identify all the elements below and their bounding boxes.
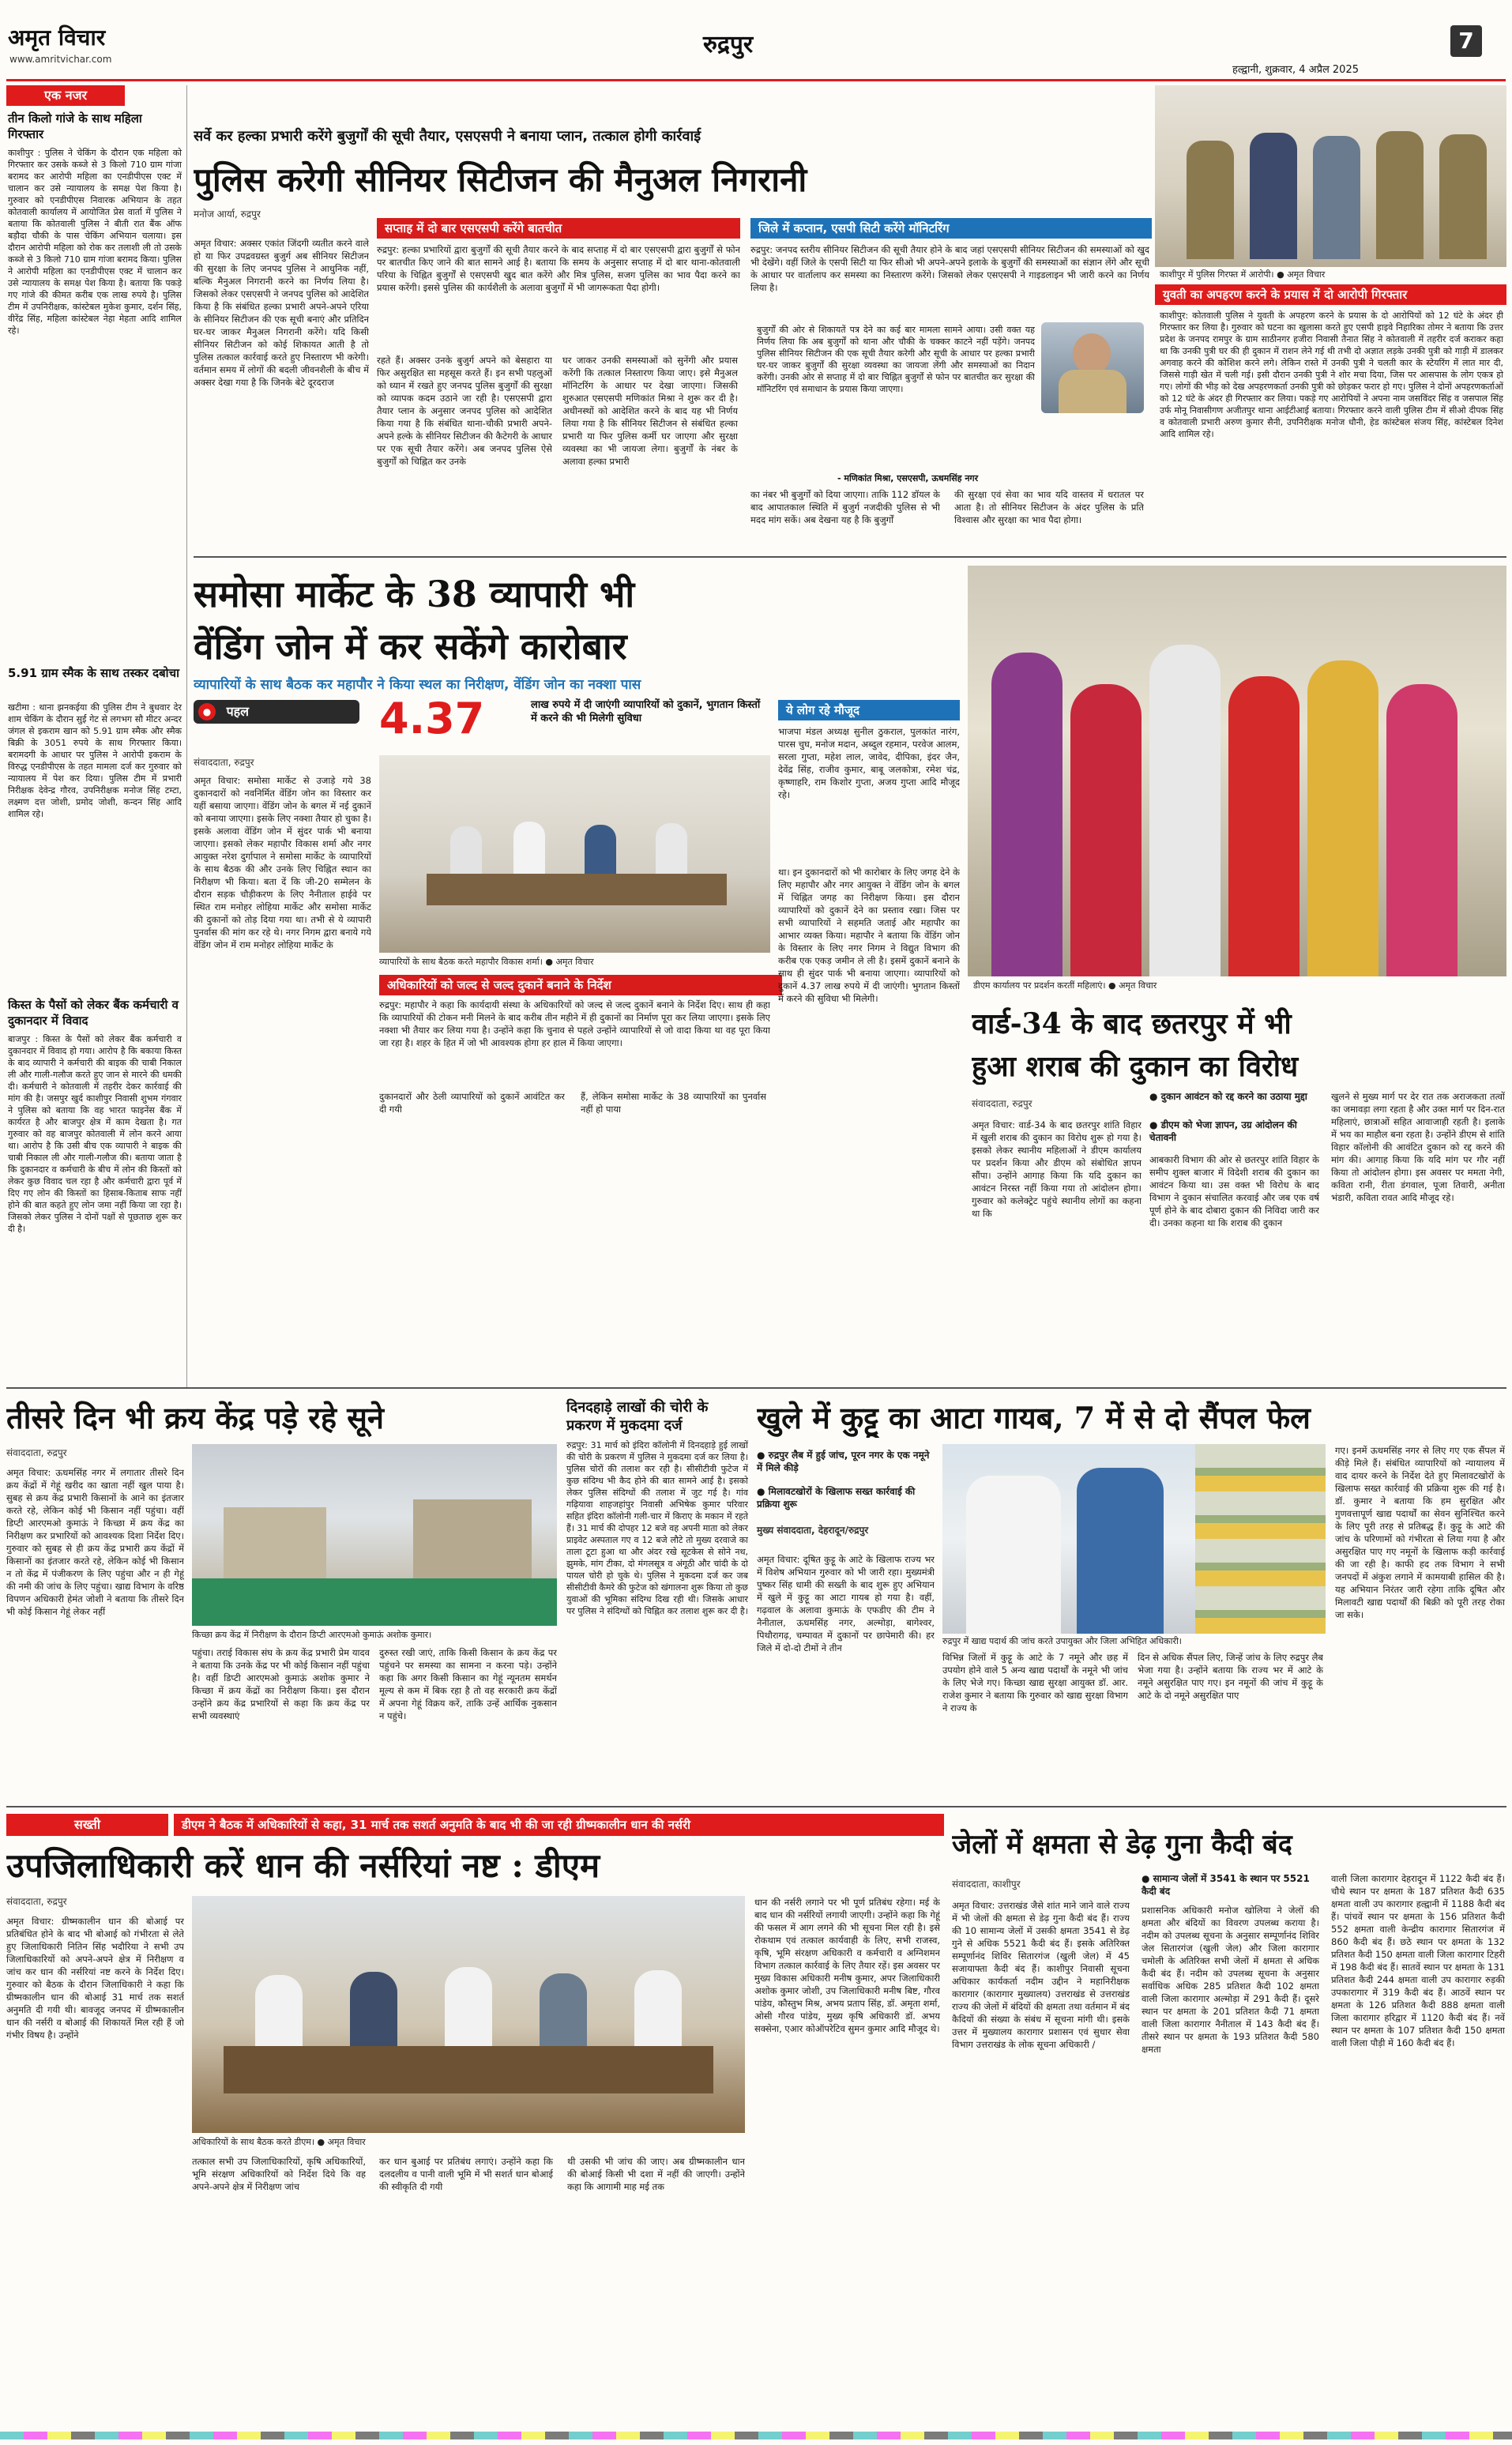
section-rule [6, 1387, 1506, 1389]
ssp-quote-attribution: - मणिकांत मिश्रा, एसएसपी, ऊधमसिंह नगर [837, 473, 979, 483]
kuttu-bullet-2: ● मिलावटखोरों के खिलाफ सख्त कार्रवाई की प्रक्रिया शुरू [757, 1486, 916, 1510]
bullet-text: सामान्य जेलों में 3541 के स्थान पर 5521 कैदी बंद [1142, 1873, 1310, 1897]
nursery-col-2: तत्काल सभी उप जिलाधिकारियों, कृषि अधिकारियों, भूमि संरक्षण अधिकारियों को निर्देश दिये कि वह अपने-अपने क्षेत्र में निरीक्षण जांच [192, 2156, 366, 2192]
kray-byline: संवाददाता, रुद्रपुर [6, 1447, 67, 1458]
kray-col-2: पहुंचा। तराई विकास संघ के क्रय केंद्र प्रभारी प्रेम यादव ने बताया कि उनके केंद्र पर भी कोई किसान नहीं पहुंचा है। वहीं डिप्टी आरएमओ कुमाऊं अशोक कुमार ने किच्छा में क्रय केंद्रों का निरीक्षण किया। इस दौरान उन्होंने क्रय केंद्र प्रभारियों से कहा कि क्रय केंद्र पर सभी व्यवस्थाएं [192, 1647, 370, 1721]
jail-headline: जेलों में क्षमता से डेढ़ गुना कैदी बंद [952, 1829, 1292, 1860]
bullet-text: दुकान आवंटन को रद्द करने का उठाया मुद्दा [1160, 1091, 1307, 1102]
jail-col-3: वाली जिला कारागार देहरादून में 1122 कैदी बंद हैं। चौथे स्थान पर क्षमता के 187 प्रतिशत कैदी 635 क्षमता वाली उप कारागार हल्द्वानी में 1188 कैदी बंद हैं। पांचवें स्थान पर क्षमता के 156 प्रतिशत कैदी 552 क्षमता वाली केन्द्रीय कारागार सितारगंज में 860 कैदी बंद हैं। छठे स्थान पर क्षमता के 132 प्रतिशत कैदी 150 क्षमता वाली जिला कारागार टिहरी में 198 कैदी बंद हैं। सातवें स्थान पर क्षमता के 131 प्रतिशत कैदी 244 क्षमता वाली उप कारागार रुड़की उपकारागार में 319 कैदी बंद हैं। आठवें स्थान पर क्षमता के 126 प्रतिशत कैदी 888 क्षमता वाली जिला कारागार हरिद्वार में 1120 कैदी बंद हैं। नवें स्थान पर क्षमता के 107 प्रतिशत कैदी 150 क्षमता वाली जिला पौड़ी में 160 कैदी बंद हैं। [1331, 1873, 1505, 2048]
bullet-text: मिलावटखोरों के खिलाफ सख्त कार्रवाई की प्रक्रिया शुरू [757, 1486, 916, 1510]
photo-caption: व्यापारियों के साथ बैठक करते महापौर विकास शर्मा। ● अमृत विचार [379, 957, 594, 967]
sidebar-item-body: खटीमा : थाना झनकईया की पुलिस टीम ने बुधवार देर शाम चेकिंग के दौरान सुर्ई गेट से लगभग सौ मीटर अन्दर जंगल से इकराम खान को 5.91 ग्राम स्मैक और स्मैक बिक्री के 3051 रुपये के साथ गिरफ्तार किया। बरामदगी के आधार पर पुलिस ने आरोपी इकराम के विरुद्ध एनडीपीएस के तहत मामला दर्ज कर गुरुवार को न्यायालय में पेश कर दिया। पुलिस टीम में प्रभारी निरीक्षक देवेन्द्र गौरव, उपनिरीक्षक मनोज सिंह टम्टा, लक्ष्मण दत्त जोशी, प्रमोद जोशी, कन्दन सिंह आदि शामिल रहे। [8, 702, 182, 819]
jail-col-1: अमृत विचार: उत्तराखंड जैसे शांत माने जाने वाले राज्य में भी जेलों की क्षमता से डेढ़ गुना कैदी बंद हैं। राज्य की 10 सामान्य जेलों में उसकी क्षमता 3541 से डेढ़ गुने से अधिक 5521 कैदी बंद हैं। इसके अतिरिक्त सम्पूर्णानंद शिविर सितारगंज (खुली जेल) में 45 सजायाफ्ता कैदी बंद हैं। काशीपुर निवासी सूचना अधिकार कार्यकर्ता नदीम उद्दीन ने महानिरीक्षक कारागार (कारागार मुख्यालय) उत्तराखंड से उत्तराखंड राज्य की जेलों में बंदियों की क्षमता तथा वर्तमान में बंद कैदियों की संख्या के संबंध में सूचना मांगी थी। इसके उत्तर में मुख्यालय कारागार प्रशासन एवं सुधार सेवा विभाग उत्तराखंड के लोक सूचना अधिकारी / [952, 1900, 1130, 2050]
nursery-col-3: कर धान बुआई पर प्रतिबंध लगाएं। उन्होंने कहा कि दलदलीय व पानी वाली भूमि में भी सशर्त धान बोआई की स्वीकृति दी गयी [379, 2156, 553, 2192]
present-headline: ये लोग रहे मौजूद [778, 700, 960, 720]
ssp-portrait-photo [1041, 322, 1144, 413]
sidebar-item-title: 5.91 ग्राम स्मैक के साथ तस्कर दबोचा [8, 666, 179, 680]
kidnap-headline: युवती का अपहरण करने के प्रयास में दो आरोपी गिरफ्तार [1155, 284, 1506, 305]
ward34-headline-2: हुआ शराब की दुकान का विरोध [972, 1050, 1299, 1083]
nursery-headline: उपजिलाधिकारी करें धान की नर्सरियां नष्ट : डीएम [6, 1846, 600, 1885]
kray-col-3: दुरुस्त रखी जाएं, ताकि किसी किसान के क्रय केंद्र पर पहुंचने पर समस्या का सामना न करना पड़े। उन्होंने कहा कि अगर किसी किसान का गेहूं न्यूनतम समर्थन मूल्य से कम में बिक रहा है तो वह सरकारी क्रय केंद्रों में अपना गेहूं विक्रय करें, ताकि उन्हें आर्थिक नुकसान न पहुंचे। [379, 1647, 557, 1721]
samosa-subhead: अधिकारियों को जल्द से जल्द दुकानें बनाने के निर्देश [379, 975, 782, 995]
lead-subhead-1: सप्ताह में दो बार एसएसपी करेंगे बातचीत [377, 218, 740, 239]
sidebar-item-body: बाजपुर : किस्त के पैसों को लेकर बैंक कर्मचारी व दुकानदार में विवाद हो गया। आरोप है कि बकाया किस्त के बाद व्यापारी ने कर्मचारी की बाइक की चाबी निकाल ली और गाली-गलौज करते हुए जान से मारने की धमकी दी। कर्मचारी ने कोतवाली में तहरीर देकर कार्रवाई की मांग की है। जसपुर खुर्द काशीपुर निवासी शुभम गंगवार ने पुलिस को बताया कि वह भारत फाइनेंस बैंक में कार्यरत है और बाजपुर क्षेत्र में काम देखता है। गत गुरुवार को वह बाजपुर कोतवाली में लोन करने आया था। आरोप है कि उसी बीच एक व्यापारी ने बाइक की चाबी निकाल ली और गाली-गलौज की। बताया जाता है कि दुकानदार व कर्मचारी के बीच में लोन की किस्तों को लेकर कुछ विवाद चल रहा है और कर्मचारी द्वारा पूर्व में दिए गए लोन की किस्तों का हिसाब-किताब साफ नहीं होने की बात कहते हुए लोन जमा नहीं किया जा रहा है। जिसको लेकर पुलिस ने दोनों पक्षों से पूछताछ शुरू कर दी है। [8, 1034, 182, 1234]
nursery-col-5: धान की नर्सरी लगाने पर भी पूर्ण प्रतिबंध रहेगा। मई के बाद धान की नर्सरियों लगायी जाएगी। उन्होंने कहा कि गेहूं की फसल में आग लगने की भी सूचना मिल रही है। इसे रोकथाम एवं तत्काल कार्यवाही के लिए, सभी राजस्व, कृषि, भूमि संरक्षण अधिकारी व कर्मचारी व अग्निशमन विभाग तत्काल कार्रवाई के लिए तैयार रहें। इस अवसर पर मुख्य विकास अधिकारी मनीष कुमार, अपर जिलाधिकारी अशोक कुमार जोशी, उप जिलाधिकारी मनीष बिष्ट, गौरव पांडेय, कौस्तुभ मिश्र, अभय प्रताप सिंह, डॉ. अमृता शर्मा, ओसी गौरव पांडेय, मुख्य कृषि अधिकारी डॉ. अभय सक्सेना, एआर कोऑपरेटिव सुमन कुमार आदि मौजूद थे। [754, 1897, 940, 2034]
kuttu-col-3: दिन से अधिक सैंपल लिए, जिन्हें जांच के लिए रुद्रपुर लैब भेजा गया है। उन्होंने बताया कि राज्य भर में आटे के नमूने असुरक्षित पाए गए। इन नमूनों की जांच में कुट्टू के आटे के दो नमूने असुरक्षित पाए [1138, 1652, 1323, 1701]
lead-sub2-body: रुद्रपुर: जनपद स्तरीय सीनियर सिटीजन की सूची तैयार होने के बाद जहां एसएसपी सीनियर सिटीजन की समस्याओं को खुद भी देखेंगे। वहीं जिले के एसपी सिटी या फिर सीओ भी अपने-अपने इलाके के बुजुर्गों की समस्याओं का संज्ञान लेंगे और सूची के आधार पर वार्तालाप कर समस्या का निस्तारण करेंगे। जिसको लेकर एसएसपी ने गाइडलाइन भी जारी करने का निर्णय लिया है। [750, 244, 1149, 293]
sidebar-item-title: तीन किलो गांजे के साथ महिला गिरफ्तार [8, 111, 142, 141]
sidebar-item-title: किस्त के पैसों को लेकर बैंक कर्मचारी व दुकानदार में विवाद [8, 998, 179, 1028]
nursery-col-1: अमृत विचार: ग्रीष्मकालीन धान की बोआई पर प्रतिबंधित होने के बाद भी बोआई को गंभीरता से लेते हुए जिलाधिकारी नितिन सिंह भदौरिया ने सभी उप जिलाधिकारियों को अपने-अपने क्षेत्र में निरीक्षण व जांच कर धान की नर्सरियां नष्ट करने के निर्देश दिए। गुरुवार को बैठक के दौरान जिलाधिकारी ने कहा कि ग्रीष्मकालीन धान की बोआई 31 मार्च तक सशर्त अनुमति दी गयी थी। बावजूद जनपद में ग्रीष्मकालीन धान की नर्सरी व बोआई की शिकायतें मिल रही हैं जो गंभीर विषय है। उन्होंने [6, 1916, 184, 2041]
samosa-deck: व्यापारियों के साथ बैठक कर महापौर ने किया स्थल का निरीक्षण, वेंडिंग जोन का नक्शा पास [194, 677, 641, 693]
food-inspection-photo [942, 1444, 1326, 1634]
bullet-text: डीएम को भेजा ज्ञापन, उग्र आंदोलन की चेतावनी [1149, 1119, 1297, 1143]
city-name: रुद्रपुर [703, 31, 754, 58]
lead-col-5: की सुरक्षा एवं सेवा का भाव यदि वास्तव में धरातल पर आता है। तो सीनियर सिटीजन के अंदर पुलिस के प्रति विश्वास और सुरक्षा का भाव पैदा होगा। [954, 489, 1144, 525]
lead-col-2: रहते हैं। अक्सर उनके बुजुर्ग अपने को बेसहारा या फिर असुरक्षित सा महसूस करते हैं। इन सभी पहलुओं को ध्यान में रखते हुए जनपद पुलिस बुजुर्गों की सुरक्षा को व्यापक कदम उठाने जा रही है। एसएसपी द्वारा तैयार प्लान के अनुसार जनपद पुलिस को आदेशित किया गया है कि संबंधित थाना-चौकी प्रभारी अपने-अपने हल्के के सीनियर सिटीजन की कैटेगरी के आधार पर एक सूची तैयार करेंगे। अब जनपद पुलिस ऐसे बुजुर्गों को चिह्नित कर उनके [377, 355, 552, 467]
jail-bullet: ● सामान्य जेलों में 3541 के स्थान पर 5521 कैदी बंद [1142, 1873, 1310, 1897]
bullet-text: रुद्रपुर लैब में हुई जांच, पूरन नगर के एक नमूने में मिले कीड़े [757, 1450, 930, 1473]
ward34-col-3: खुलने से मुख्य मार्ग पर देर रात तक अराजकता तत्वों का जमावड़ा लगा रहता है और उक्त मार्ग पर दिन-रात महिलाएं, छात्राओं सहित आवाजाही रहती है। इलाके में भय का माहौल बना रहता है। उन्होंने डीएम से शांति विहार कॉलोनी की आवंटित दुकान को रद्द करने की मांग की। आगाह किया कि यदि मांग पर गौर नहीं किया तो आंदोलन होगा। इस अवसर पर ममता नेगी, कविता रानी, रीता डंगवाल, पूजा तिवारी, अनीता भंडारी, कविता रावत आदि मौजूद रहे। [1331, 1091, 1505, 1203]
kuttu-col-2: विभिन्न जिलों में कुट्टू के आटे के 7 नमूने और छह में उपयोग होने वाले 5 अन्य खाद्य पदार्थों के नमूने भी जांच के लिए भेजे गए। किच्छा खाद्य सुरक्षा आयुक्त डॉ. आर. राजेश कुमार ने बताया कि गुरुवार को खाद्य सुरक्षा विभाग ने राज्य के [942, 1652, 1128, 1713]
samosa-col-4: था। इन दुकानदारों को भी कारोबार के लिए जगह देने के लिए महापौर और नगर आयुक्त ने वेंडिंग जोन के बगल में चिह्नित जगह का निरीक्षण किया। इस दौरान व्यापारियों को दुकानें देने का प्रस्ताव रखा। जिस पर सभी व्यापारियों ने सहमति जताई और महापौर का आभार व्यक्त किया। महापौर ने बताया कि वेंडिंग जोन के विस्तार के लिए नगर निगम ने विद्युत विभाग की करीब एक एकड़ जमीन ले ली है। इसमें दुकानें बनाने के साथ ही सुंदर पार्क भी बनाया जाएगा। व्यापारियों को दुकानें 4.37 लाख रुपये में दी जाएंगी। भुगतान किस्तों में करने की सुविधा भी मिलेगी। [778, 867, 960, 1004]
samosa-col-2: दुकानदारों और ठेली व्यापारियों को दुकानें आवंटित कर दी गयी [379, 1091, 565, 1115]
site-url[interactable]: www.amritvichar.com [9, 54, 112, 65]
photo-caption: किच्छा क्रय केंद्र में निरीक्षण के दौरान डिप्टी आरएमओ कुमाऊं अशोक कुमार। [192, 1630, 432, 1640]
lead-byline: मनोज आर्या, रुद्रपुर [194, 209, 261, 220]
lead-sub1-body: रुद्रपुर: हल्का प्रभारियों द्वारा बुजुर्गों की सूची तैयार करने के बाद सप्ताह में दो बार एसएसपी द्वारा बुजुर्गों से फोन पर बातचीत किए जाने की बात सामने आई है। बताया कि समय के अनुसार सप्ताह में दो बार थाना-कोतवाली परिया के चिह्नित बुजुर्गों से एसएसपी खुद बात करेंगे और मित्र पुलिस, सजग पुलिस का भाव पैदा करने का प्रयास करेंगी। इससे पुलिस की कार्यशैली के अलावा बुजुर्गों में भी जागरूकता पैदा होगी। [377, 244, 740, 293]
photo-caption: अधिकारियों के साथ बैठक करते डीएम। ● अमृत विचार [192, 2137, 366, 2147]
sidebar-item-body: काशीपुर : पुलिस ने चेकिंग के दौरान एक महिला को गिरफ्तार कर उसके कब्जे से 3 किलो 710 ग्राम गांजा बरामद कर आरोपी महिला का एनडीपीएस एक्ट में चालान कर उसे न्यायालय के समक्ष पेश किया है। गुरुवार को एनडीपीएस निवारक अभियान के तहत कोतवाली कार्यालय में आयोजित प्रेस वार्ता में पुलिस ने बताया कि कोतवाली पुलिस ने बीती रात बैंक ऑफ बड़ौदा चौकी के पास चेकिंग अभियान चलाया। इस दौरान आरोपी महिला को रोक कर तलाशी ली तो उसके कब्जे से 3 किलो 710 ग्राम गांजा बरामद किया। पुलिस ने आरोपी महिला का एनडीपीएस एक्ट में चालान कर उसे न्यायालय के समक्ष पेश किया है। बताया कि पकड़े गए गांजे की कीमत करीब एक लाख रुपये है। पुलिस टीम में उपनिरीक्षक, कांस्टेबल मुकेश कुमार, दर्शन सिंह, वीरेंद्र सिंह, महिला कांस्टेबल नेहा मेहता आदि शामिल रहे। [8, 148, 182, 336]
lead-kicker: सर्वे कर हल्का प्रभारी करेंगे बुजुर्गों की सूची तैयार, एसएसपी ने बनाया प्लान, तत्काल होगी कार्रवाई [194, 128, 701, 145]
sidebar-kicker: एक नजर [6, 85, 125, 106]
kuttu-col-4: गए। इनमें ऊधमसिंह नगर से लिए गए एक सैंपल में कीड़े मिले हैं। संबंधित व्यापारियों को न्यायालय में वाद दायर करने के निर्देश देते हुए मिलावटखोरों के खिलाफ सख्त कार्रवाई की प्रक्रिया शुरू की गई है। डॉ. कुमार ने बताया कि हम सुरक्षित और गुणवत्तापूर्ण खाद्य पदार्थों का सेवन सुनिश्चित करने के लिए पूरी तरह से प्रतिबद्ध हैं। कुट्टू के आटे की जांच के परिणामों को गंभीरता से लिया गया है और असुरक्षित पाए गए नमूनों के खिलाफ कड़ी कार्रवाई की जा रही है। काफी हद तक विभाग ने सभी जनपदों में अंकुश लगाने में कामयाबी हासिल की है। यह अभियान निरंतर जारी रहेगा ताकि दूषित और मिलावटी खाद्य पदार्थों की बिक्री को पूरी तरह रोका जा सके। [1335, 1445, 1505, 1620]
ward34-col-1: अमृत विचार: वार्ड-34 के बाद छतरपुर शांति विहार में खुली शराब की दुकान का विरोध शुरू हो गया है। इसको लेकर स्थानीय महिलाओं ने डीएम कार्यालय पर प्रदर्शन किया और डीएम को संबोधित ज्ञापन सौंपा। उन्होंने आगाह किया कि यदि दुकान का आवंटन निरस्त नहीं किया गया तो आंदोलन होगा। गुरुवार को कलेक्ट्रेट पहुंचे स्थानीय लोगों का कहना था कि [972, 1119, 1142, 1219]
ward34-bullet-1: ● दुकान आवंटन को रद्द करने का उठाया मुद्दा [1149, 1091, 1307, 1102]
lead-col-1: अमृत विचार: अक्सर एकांत जिंदगी व्यतीत करने वाले हो या फिर उपद्रवग्रस्त बुजुर्ग अब सीनियर सिटीजन की सुरक्षा के लिए जनपद पुलिस ने आधुनिक नहीं, बल्कि मैनुअल निगरानी करने का निर्णय लिया है। जिसको लेकर एसएसपी ने जनपद पुलिस को आदेशित किया है कि संबंधित हल्का प्रभारी अपने-अपने एरिया के सीनियर सिटीजन की एक सूची बनाएं और प्रतिदिन घर-घर जाकर मैनुअल निगरानी करेंगे। यदि किसी सीनियर सिटीजन को कोई शिकायत आती है तो पुलिस तत्काल कार्रवाई करते हुए निस्तारण भी करेगी। वर्तमान समय में लोगों की बदली जीवनशैली के बीच में अक्सर देखा गया है कि जिनके बेटे दूरदराज [194, 238, 369, 388]
jail-byline: संवाददाता, काशीपुर [952, 1879, 1021, 1890]
kuttu-col-1: अमृत विचार: दूषित कुट्टू के आटे के खिलाफ राज्य भर में विशेष अभियान गुरुवार को भी जारी रहा। मुख्यमंत्री पुष्कर सिंह धामी की सख्ती के बाद शुरू हुए अभियान में खुले में कुट्टू का आटा गायब हो गया है। वहीं, गढ़वाल के अलावा कुमाऊं के एफडीए की टीम ने नैनीताल, ऊधमसिंह नगर, अल्मोड़ा, बागेश्वर, पिथौरागढ़, चम्पावत में दुकानों पर छापेमारी की। हर जिले में दो-दो टीमों ने तीन [757, 1554, 935, 1653]
pahal-label: पहल [226, 704, 250, 719]
dateline: हल्द्वानी, शुक्रवार, 4 अप्रैल 2025 [1232, 64, 1359, 76]
nursery-byline: संवाददाता, रुद्रपुर [6, 1896, 67, 1907]
protest-photo [968, 566, 1506, 976]
police-arrest-photo [1155, 85, 1506, 267]
masthead-rule [6, 79, 1506, 81]
kuttu-bullet-1: ● रुद्रपुर लैब में हुई जांच, पूरन नगर के एक नमूने में मिले कीड़े [757, 1450, 930, 1473]
photo-caption: डीएम कार्यालय पर प्रदर्शन करतीं महिलाएं। ● अमृत विचार [973, 980, 1157, 991]
samosa-byline: संवाददाता, रुद्रपुर [194, 757, 254, 768]
chori-headline: दिनदहाड़े लाखों की चोरी के प्रकरण में मुकदमा दर्ज [566, 1399, 709, 1434]
section-rule [194, 556, 1506, 558]
photo-caption: काशीपुर में पुलिस गिरफ्त में आरोपी। ● अमृत विचार [1160, 269, 1326, 280]
samosa-headline-2: वेंडिंग जोन में कर सकेंगे कारोबार [194, 625, 627, 668]
kray-col-1: अमृत विचार: ऊधमसिंह नगर में लगातार तीसरे दिन क्रय केंद्रों में गेहूं खरीद का खाता नहीं खुल पाया है। सुबह से क्रय केंद्र प्रभारी किसानों के आने का इंतजार करते रहे, लेकिन कोई भी किसान नहीं पहुंचा। वहीं डिप्टी आरएमओ कुमाऊं ने किच्छा में क्रय केंद्र का निरीक्षण कर प्रभारियों को आवश्यक दिशा निर्देश दिए। गुरुवार को सुबह से ही क्रय केंद्र प्रभारी क्रय केंद्रों में किसानों का इंतजार करते रहे, लेकिन कोई भी किसान न तो केंद्र में पंजीकरण के लिए पहुंचा और न ही गेहूं की नमी की जांच के लिए पहुंचा। खाद्य विभाग के वरिष्ठ विपणन अधिकारी हेमंत जोशी ने बताया कि तीसरे दिन भी कोई किसान गेहूं लेकर नहीं [6, 1467, 184, 1617]
kuttu-headline: खुले में कुट्टू का आटा गायब, 7 में से दो सैंपल फेल [757, 1400, 1311, 1435]
sakhti-kicker-text: डीएम ने बैठक में अधिकारियों से कहा, 31 मार्च तक सशर्त अनुमति के बाद भी की जा रही ग्रीष्मकालीन धान की नर्सरी [174, 1814, 944, 1836]
present-list: भाजपा मंडल अध्यक्ष सुनील ठुकराल, पुलकांत नारंग, पारस चुघ, मनोज मदान, अब्दुल रहमान, परवेज आलम, सरला गुप्ता, महेश लाल, जावेद, दीपिका, इंदर जैन, देवेंद्र सिंह, राजीव कुमार, बाबू जलकोत्रा, रमेश चंद्र, कृष्णाहरि, राम किशोर गुप्ता, अजय गुप्ता आदि मौजूद रहे। [778, 726, 960, 800]
samosa-col-3: हैं, लेकिन समोसा मार्केट के 38 व्यापारियों का पुनर्वास नहीं हो पाया [581, 1091, 766, 1115]
photo-caption: रुद्रपुर में खाद्य पदार्थ की जांच करते उपायुक्त और जिला अभिहित अधिकारी। [942, 1636, 1182, 1646]
kuttu-byline: मुख्य संवाददाता, देहरादून/रुद्रपुर [757, 1525, 869, 1536]
samosa-sub-body: रुद्रपुर: महापौर ने कहा कि कार्यदायी संस्था के अधिकारियों को जल्द से जल्द दुकानें बनाने के निर्देश दिए। साथ ही कहा कि व्यापारियों की टोकन मनी मिलने के बाद करीब तीन महीने में ही दुकानों का निर्माण पूरा कर लिया जाएगा। इसके लिए नक्शा भी तैयार कर लिया गया है। उन्होंने कहा कि चुनाव से पहले उन्होंने व्यापारियों से जो वादा किया था वह पूरा किया जा रहा है। शहर के हित में जो भी आवश्यक होगा हर हाल में किया जाएगा। [379, 999, 770, 1048]
dm-meeting-photo [192, 1896, 745, 2133]
pahal-tag [194, 700, 359, 724]
lead-headline: पुलिस करेगी सीनियर सिटीजन की मैनुअल निगरानी [194, 160, 807, 199]
lead-subhead-2: जिले में कप्तान, एसपी सिटी करेंगे मॉनिटरिंग [750, 218, 1152, 239]
big-number-text: लाख रुपये में दी जाएंगी व्यापारियों को दुकानें, भुगतान किस्तों में करने की भी मिलेगी सुविधा [531, 699, 761, 724]
lead-col-4: का नंबर भी बुजुर्गों को दिया जाएगा। ताकि 112 डॉयल के बाद आपातकाल स्थिति में बुजुर्ग नजदीकी पुलिस से भी मदद मांग सकें। अब देखना यह है कि बुजुर्गों [750, 489, 940, 525]
ward34-col-2: आबकारी विभाग की ओर से छतरपुर शांति विहार के समीप शुक्ल बाजार में विदेशी शराब की दुकान का आवंटन किया था। उस वक्त भी विरोध के बाद विभाग ने दुकान संचालित करवाई और जब एक वर्ष पूर्ण होने के बाद दोबारा दुकान की निविदा जारी कर दी। उनका कहना था कि शराब की दुकान [1149, 1154, 1319, 1228]
kidnap-body: काशीपुर: कोतवाली पुलिस ने युवती के अपहरण करने के प्रयास के दो आरोपियों को 12 घंटे के अंदर ही गिरफ्तार कर लिया है। गुरुवार को घटना का खुलासा करते हुए एसपी हाइवे निहारिका तोमर ने बताया कि उत्तर प्रदेश के जनपद रामपुर के ग्राम साठीनगर हजीरा निवासी तैनात सिंह ने कोतवाली में तहरीर दर्ज कराकर कहा था कि उनकी पुत्री घर की ही दुकान में राशन लेने गई थी तभी दो अज्ञात लड़के उनकी पुत्री को गाड़ी में डालकर अगवाह करने की कोशिश करने लगे। लेकिन रास्ते में उनकी पुत्री ने चलती कार के स्टेयरिंग में लात मार दी, जिससे गाड़ी खेत में चली गई। इसी दौरान उनकी पुत्री ने शोर मचा दिया, जिस पर आसपास के लोग एकत्र हो गए। लोगों की भीड़ को देख अपहरणकर्ता उनकी पुत्री को छोड़कर फरार हो गए। पुलिस ने दोनों अपहरणकर्ताओं को 12 घंटे के अंदर ही गिरफ्तार कर लिया। पकड़े गए आरोपियों ने अपना नाम जसविंदर सिंह व जसपाल सिंह उर्फ मोनू निवासीगण अजीतपुर थाना आईटीआई बताया। गिरफ्तार करने वाली पुलिस टीम में सीओ दीपक सिंह व कोतवाली प्रभारी अरुण कुमार सैनी, उपनिरीक्षक मनोज धौनी, हेड कांस्टेबल संजय सिंह, कांस्टेबल दिनेश आदि शामिल रहे। [1160, 310, 1503, 439]
ward34-bullet-2: ● डीएम को भेजा ज्ञापन, उग्र आंदोलन की चेतावनी [1149, 1119, 1297, 1143]
samosa-col-1: अमृत विचार: समोसा मार्केट से उजाड़े गये 38 दुकानदारों को नवनिर्मित वेंडिंग जोन का विस्तार कर यहीं बसाया जाएगा। वेंडिंग जोन के बगल में नई दुकानें को बनाया जाएगा। इसके लिए नक्शा तैयार हो चुका है। इसके अलावा वेंडिंग जोन में सुंदर पार्क भी बनाया जाएगा। इसको लेकर महापौर विकास शर्मा और नगर आयुक्त नरेश दुर्गापाल ने समोसा मार्केट के व्यापारियों के साथ बैठक की और उनके लिए चिह्नित स्थान का निरीक्षण भी किया। बता दें कि जी-20 सम्मेलन के दौरान सड़क चौड़ीकरण के लिए नैनीताल हाईवे पर स्थित राम मनोहर लोहिया मार्केट और समोसा मार्केट की दुकानों को तोड़ दिया गया था। तभी से ये व्यापारी पुनर्वास की मांग कर रहे थे। नगर निगम द्वारा बनाये गये वेंडिंग जोन में राम मनोहर लोहिया मार्केट के [194, 775, 371, 950]
megaphone-icon: ● [198, 703, 216, 720]
samosa-headline-1: समोसा मार्केट के 38 व्यापारी भी [194, 573, 635, 615]
brand-logo: अमृत विचार [8, 24, 106, 51]
ssp-quote: बुजुर्गों की ओर से शिकायतें पत्र देने का कई बार मामला सामने आया। उसी वक्त यह निर्णय लिया कि अब बुजुर्गों को थाना और चौकी के चक्कर काटने नहीं पड़ेंगे। जनपद पुलिस सीनियर सिटीजन की एक सूची तैयार करेगी और सूची के आधार पर हल्का प्रभारी घर-घर जाकर बुजुर्गों की सुरक्षा व्यवस्था का जायजा लेंगी और समस्याओं का निदान करेंगी। उनकी ओर से सप्ताह में दो बार चिह्नित बुजुर्गों से फोन पर बातचीत कर सुरक्षा की मॉनिटरिंग एवं समाधान के प्रयास किया जाएगा। [757, 325, 1035, 394]
chori-body: रुद्रपुर: 31 मार्च को इंदिरा कॉलोनी में दिनदहाड़े हुई लाखों की चोरी के प्रकरण में पुलिस ने मुकदमा दर्ज कर लिया है। पुलिस चोरों की तलाश कर रही है। सीसीटीवी फुटेज में कुछ संदिग्ध भी कैद होने की बात सामने आई है। इसको लेकर पुलिस संदिग्धों की तलाश में जुट गई है। गांव गढ़ियावा शाहजहांपुर निवासी अभिषेक कुमार परिवार सहित इंदिरा कॉलोनी गली-चार में किराए के मकान में रहते हैं। 31 मार्च की दोपहर 12 बजे वह अपनी माता को लेकर प्राइवेट अस्पताल गए व 12 बजे लौटे तो मुख्य दरवाजे का ताला टूटा हुआ था और अंदर रखे सूटकेस से सोने नथ, झुमके, मांग टीका, दो मंगलसूत्र व अंगूठी और चांदी के दो पायल चोरी हो चुके थे। पुलिस ने मुकदमा दर्ज कर जब सीसीटीवी कैमरे की फुटेज को खंगालना शुरू किया तो कुछ युवाओं की भूमिका संदिग्ध दिख रही थी। जिसके आधार पर पुलिस ने संदिग्धों को चिह्नित कर तलाश शुरू कर दी है। [566, 1440, 748, 1616]
jail-col-2: प्रशासनिक अधिकारी मनोज खोलिया ने जेलों की क्षमता और बंदियों का विवरण उपलब्ध कराया है। नदीम को उपलब्ध सूचना के अनुसार सम्पूर्णानंद शिविर जेल सितारगंज (खुली जेल) और जिला कारागार चमोली के अतिरिक्त सभी जेलों में क्षमता से अधिक कैदी बंद हैं। नदीम को उपलब्ध सूचना के अनुसार सर्वाधिक अधिक 285 प्रतिशत कैदी 102 क्षमता वाली जिला कारागार अल्मोड़ा में 291 कैदी हैं। दूसरे स्थान पर क्षमता के 201 प्रतिशत कैदी 71 क्षमता वाली जिला कारागार नैनीताल में 143 कैदी बंद हैं। तीसरे स्थान पर क्षमता के 193 प्रतिशत कैदी 580 क्षमता [1142, 1905, 1319, 2055]
ward34-byline: संवाददाता, रुद्रपुर [972, 1098, 1032, 1109]
ward34-headline-1: वार्ड-34 के बाद छतरपुर में भी [972, 1007, 1292, 1040]
big-number: 4.37 [379, 694, 485, 743]
kray-headline: तीसरे दिन भी क्रय केंद्र पड़े रहे सूने [6, 1400, 385, 1435]
sidebar-divider [186, 85, 187, 1389]
sakhti-tag: सख्ती [6, 1814, 168, 1836]
print-color-bar [0, 2432, 1512, 2439]
meeting-photo [379, 755, 770, 953]
page-number: 7 [1450, 25, 1482, 57]
section-rule [6, 1806, 1506, 1807]
kray-center-photo [192, 1444, 557, 1626]
lead-col-3: घर जाकर उनकी समस्याओं को सुनेंगी और प्रयास करेंगी कि तत्काल निस्तारण किया जाए। इसे मैनुअल मॉनिटरिंग के आधार पर देखा जाएगा। जिसकी शुरुआत एसएसपी मणिकांत मिश्रा ने शुरू कर दी है। अधीनस्थों को आदेशित करने के बाद यह भी निर्णय लिया गया है कि सीनियर सिटीजन से संबंधित हल्का प्रभारी या फिर पुलिस कर्मी घर जाएगा और सुरक्षा व्यवस्था का भी जायजा लेगा। बुजुर्गों के नंबर के अलावा हल्का प्रभारी [562, 355, 738, 467]
nursery-col-4: थी उसकी भी जांच की जाए। अब ग्रीष्मकालीन धान की बोआई किसी भी दशा में नहीं की जाएगी। उन्होंने कहा कि आगामी माह मई तक [567, 2156, 745, 2192]
